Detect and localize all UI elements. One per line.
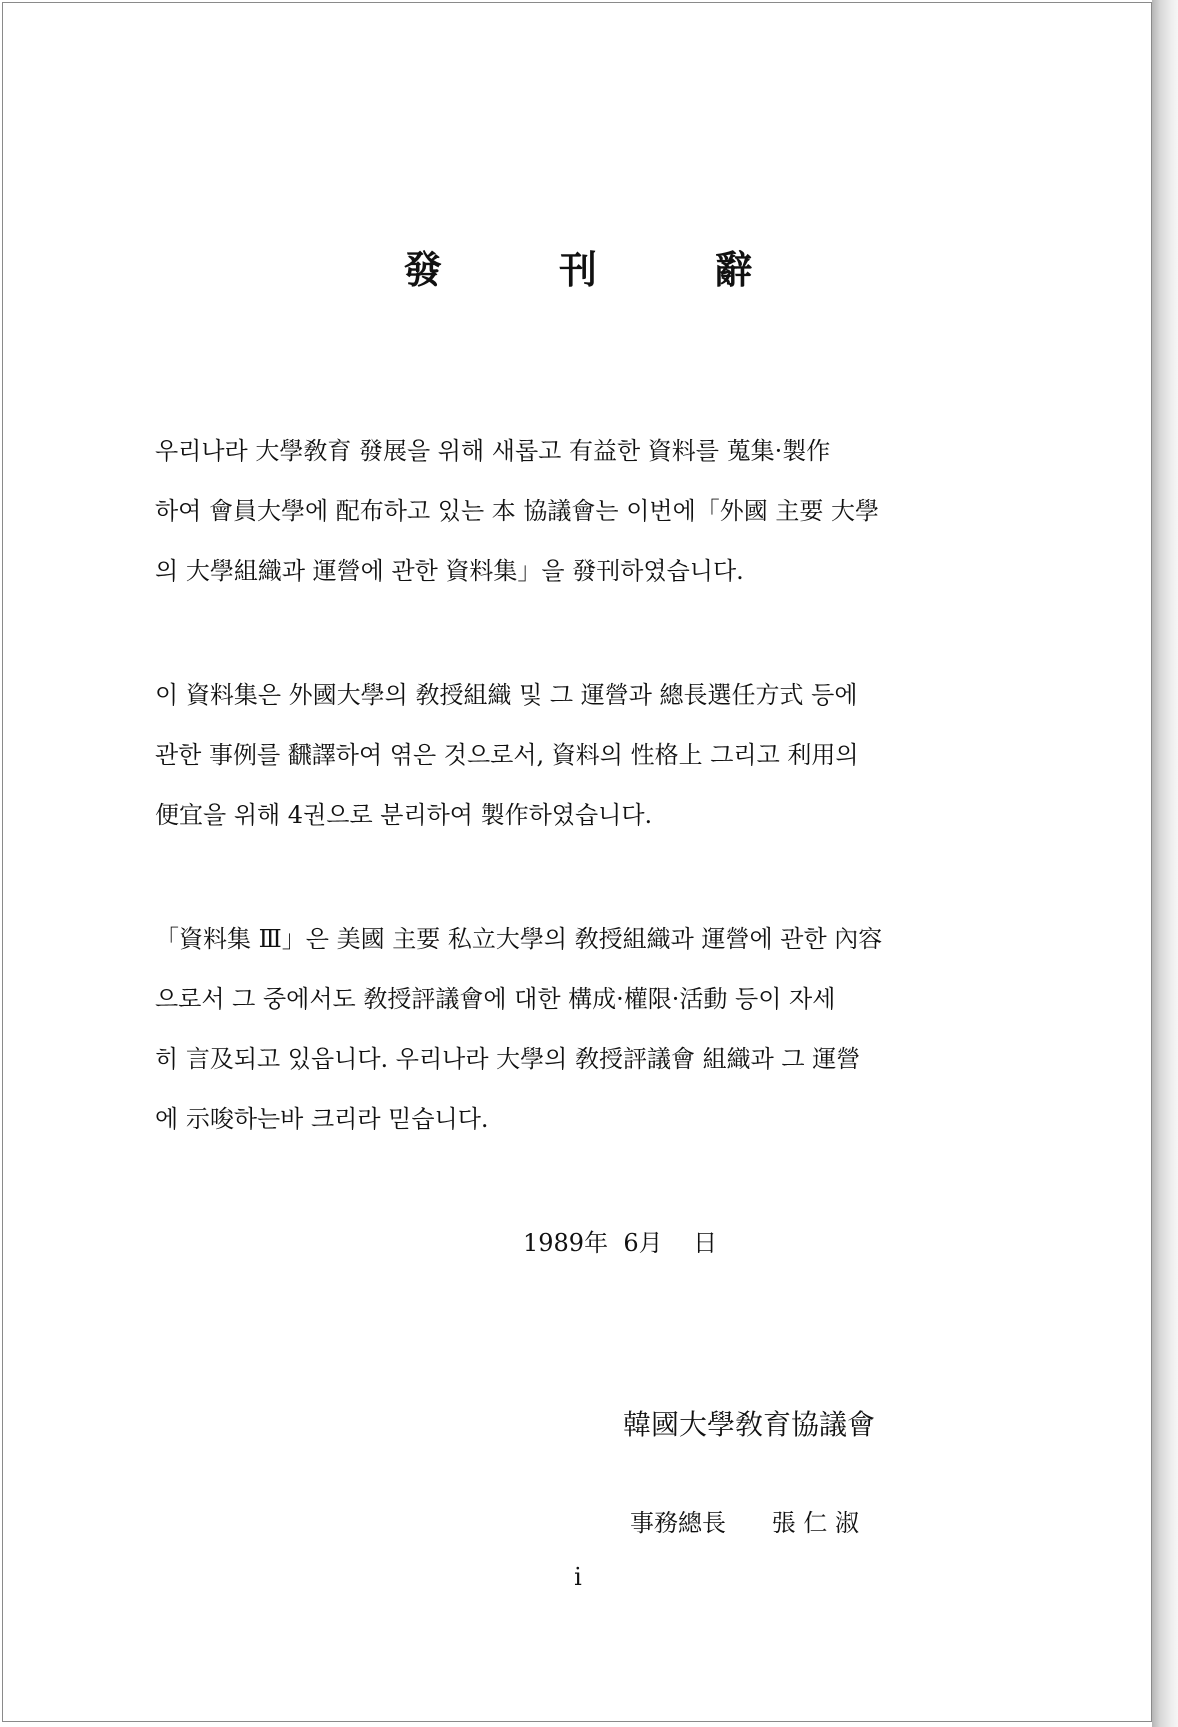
paragraph-line: 의 大學組織과 運營에 관한 資料集」을 發刊하였습니다. — [155, 557, 744, 585]
paragraph-line: 관한 事例를 飜譯하여 엮은 것으로서, 資料의 性格上 그리고 利用의 — [155, 741, 859, 769]
publication-date: 1989年 6月 日 — [523, 1229, 718, 1257]
signature-block — [630, 1503, 859, 1538]
paragraph-line: 으로서 그 중에서도 敎授評議會에 대한 構成·權限·活動 등이 자세 — [155, 985, 836, 1013]
paragraph-2 — [155, 665, 1045, 845]
paragraph-1 — [155, 421, 1045, 601]
page-edge-shadow — [1152, 0, 1178, 1727]
signer-name: 張 仁 淑 — [771, 1509, 860, 1537]
organization-name: 韓國大學敎育協議會 — [623, 1408, 876, 1441]
document-page — [2, 2, 1152, 1722]
paragraph-line: 하여 會員大學에 配布하고 있는 本 協議會는 이번에「外國 主要 大學 — [155, 497, 880, 525]
paragraph-line: 에 示唆하는바 크리라 믿습니다. — [155, 1105, 489, 1133]
paragraph-line: 히 言及되고 있읍니다. 우리나라 大學의 敎授評議會 組織과 그 運營 — [155, 1045, 861, 1073]
signer-title: 事務總長 — [630, 1509, 726, 1537]
page-title: 發 刊 辭 — [403, 247, 805, 292]
paragraph-line: 우리나라 大學敎育 發展을 위해 새롭고 有益한 資料를 蒐集·製作 — [155, 437, 831, 465]
page-number: i — [574, 1563, 582, 1591]
paragraph-3 — [155, 909, 1045, 1149]
paragraph-line: 「資料集 Ⅲ」은 美國 主要 私立大學의 敎授組織과 運營에 관한 內容 — [155, 925, 883, 953]
paragraph-line: 이 資料集은 外國大學의 敎授組織 및 그 運營과 總長選任方式 등에 — [155, 681, 858, 709]
paragraph-line: 便宜을 위해 4권으로 분리하여 製作하였습니다. — [155, 801, 653, 829]
